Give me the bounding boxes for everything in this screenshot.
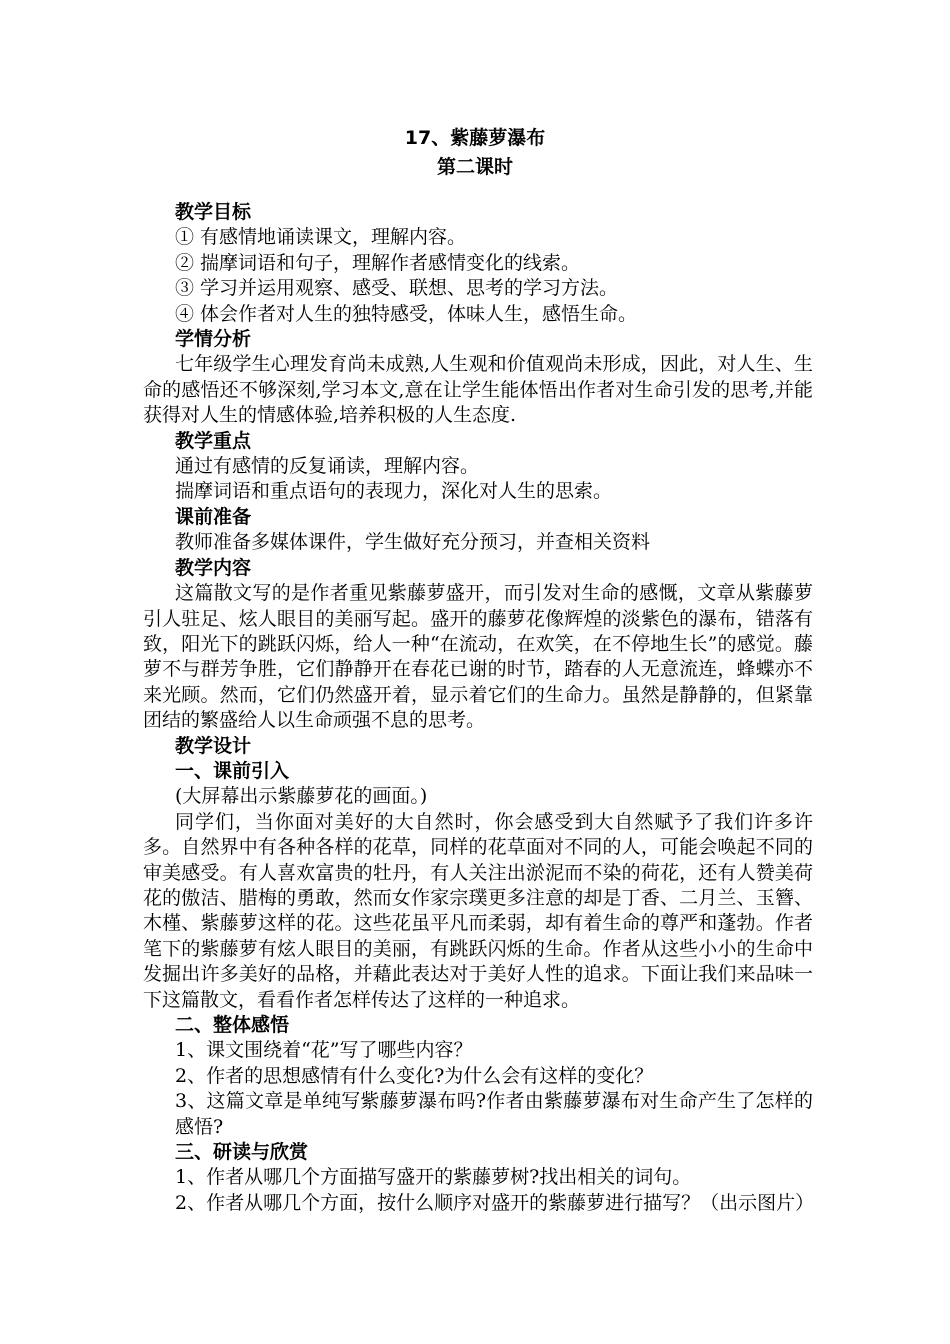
document-body xyxy=(143,200,813,1216)
prep-paragraph: 教师准备多媒体课件，学生做好充分预习，并查相关资料 xyxy=(175,531,651,554)
subsection-heading-overall: 二、整体感悟 xyxy=(175,1014,290,1036)
goal-item: ④ 体会作者对人生的独特感受，体味人生，感悟生命。 xyxy=(175,302,638,325)
intro-note: (大屏幕出示紫藤萝花的画面。) xyxy=(175,785,428,808)
document-title: 17、紫藤萝瀑布 xyxy=(404,127,546,149)
question-item: 1、课文围绕着“花”写了哪些内容？ xyxy=(175,1039,473,1062)
section-heading-design: 教学设计 xyxy=(175,734,252,757)
question-item: 3、这篇文章是单纯写紫藤萝瀑布吗?作者由紫藤萝瀑布对生命产生了怎样的感悟? xyxy=(175,1090,813,1138)
goal-item: ② 揣摩词语和句子，理解作者感情变化的线索。 xyxy=(175,251,581,274)
focus-item: 通过有感情的反复诵读，理解内容。 xyxy=(175,455,480,478)
section-heading-content: 教学内容 xyxy=(175,556,252,579)
section-heading-goals: 教学目标 xyxy=(175,201,252,223)
content-paragraph: 这篇散文写的是作者重见紫藤萝盛开，而引发对生命的感慨，文章从紫藤萝引人驻足、炫人眼目的美丽写起。盛开的藤萝花像辉煌的淡紫色的瀑布，错落有致，阳光下的跳跃闪烁，给人一种“在流动，在欢笑，在不停地生长”的感觉。藤萝不与群芳争胜，它们静静开在春花已谢的时节，踏春的人无意流连，蜂蝶亦不来光顾。然而，它们仍然盛开着，显示着它们的生命力。虽然是静静的，但紧靠团结的繁盛给人以生命顽强不息的思考。 xyxy=(143,582,813,732)
section-heading-analysis: 学情分析 xyxy=(175,328,252,351)
goal-item: ① 有感情地诵读课文，理解内容。 xyxy=(175,226,467,249)
subsection-heading-intro: 一、课前引入 xyxy=(175,759,290,782)
goal-item: ③ 学习并运用观察、感受、联想、思考的学习方法。 xyxy=(175,277,619,300)
analysis-paragraph: 七年级学生心理发育尚未成熟,人生观和价值观尚未形成，因此，对人生、生命的感悟还不够深刻,学习本文,意在让学生能体悟出作者对生命引发的思考,并能获得对人生的情感体验,培养积极的人生态度. xyxy=(143,353,813,427)
section-heading-prep: 课前准备 xyxy=(175,505,252,528)
question-item: 2、作者从哪几个方面，按什么顺序对盛开的紫藤萝进行描写？（出示图片） xyxy=(175,1191,815,1214)
document-subtitle: 第二课时 xyxy=(436,156,513,178)
question-item: 2、作者的思想感情有什么变化?为什么会有这样的变化？ xyxy=(175,1064,654,1087)
subsection-heading-study: 三、研读与欣赏 xyxy=(175,1141,309,1164)
focus-item: 揣摩词语和重点语句的表现力，深化对人生的思索。 xyxy=(175,480,613,503)
section-heading-focus: 教学重点 xyxy=(175,429,252,452)
question-item: 1、作者从哪几个方面描写盛开的紫藤萝树?找出相关的词句。 xyxy=(175,1166,692,1189)
intro-paragraph: 同学们，当你面对美好的大自然时，你会感受到大自然赋予了我们许多许多。自然界中有各种各样的花草，同样的花草面对不同的人，可能会唤起不同的审美感受。有人喜欢富贵的牡丹，有人关注出淤泥而不染的荷花，还有人赞美荷花的傲洁、腊梅的勇敢，然而女作家宗璞更多注意的却是丁香、二月兰、玉簪、木槿、紫藤萝这样的花。这些花虽平凡而柔弱，却有着生命的尊严和蓬勃。作者笔下的紫藤萝有炫人眼目的美丽，有跳跃闪烁的生命。作者从这些小小的生命中发掘出许多美好的品格，并藉此表达对于美好人性的追求。下面让我们来品味一下这篇散文，看看作者怎样传达了这样的一种追求。 xyxy=(143,810,813,1011)
